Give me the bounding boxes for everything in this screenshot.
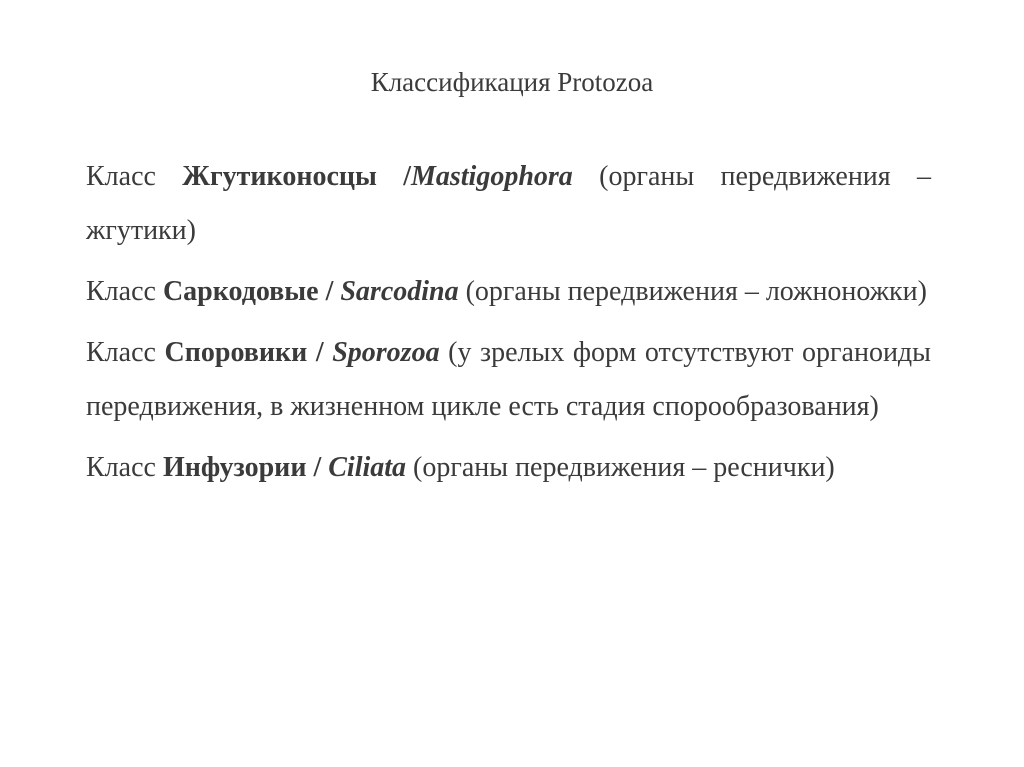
class-name-ru: Споровики xyxy=(164,337,308,368)
class-item-ciliata xyxy=(86,441,931,495)
class-name-ru: Инфузории xyxy=(162,452,307,483)
slide-body xyxy=(86,150,931,502)
class-name-latin: Sporozoa xyxy=(332,337,440,368)
class-name-ru: Жгутиконосцы xyxy=(182,161,377,192)
slide-title: Классификация Protozoa xyxy=(370,67,654,97)
class-name-latin: Ciliata xyxy=(328,452,407,483)
class-prefix: Класс xyxy=(86,452,156,483)
name-separator: / xyxy=(403,161,411,192)
class-name-latin: Sarcodina xyxy=(340,276,459,307)
name-separator: / xyxy=(313,452,322,483)
name-separator: / xyxy=(315,337,324,368)
class-description: (органы передвижения –жгутики) xyxy=(86,161,931,246)
class-description: (органы передвижения – реснички) xyxy=(413,452,835,483)
class-item-mastigophora xyxy=(86,150,931,258)
name-separator: / xyxy=(325,276,334,307)
class-item-sarcodina xyxy=(86,265,931,319)
class-prefix: Класс xyxy=(86,276,156,307)
class-prefix: Класс xyxy=(86,337,156,368)
class-description: (у зрелых форм отсутствуют органоиды передвижения, в жизненном цикле есть стадия спорообразования) xyxy=(86,337,931,422)
class-name-latin: Mastigophora xyxy=(410,161,573,192)
class-name-ru: Саркодовые xyxy=(162,276,319,307)
class-item-sporozoa xyxy=(86,326,931,434)
class-prefix: Класс xyxy=(86,161,156,192)
class-description: (органы передвижения – ложноножки) xyxy=(465,276,927,307)
